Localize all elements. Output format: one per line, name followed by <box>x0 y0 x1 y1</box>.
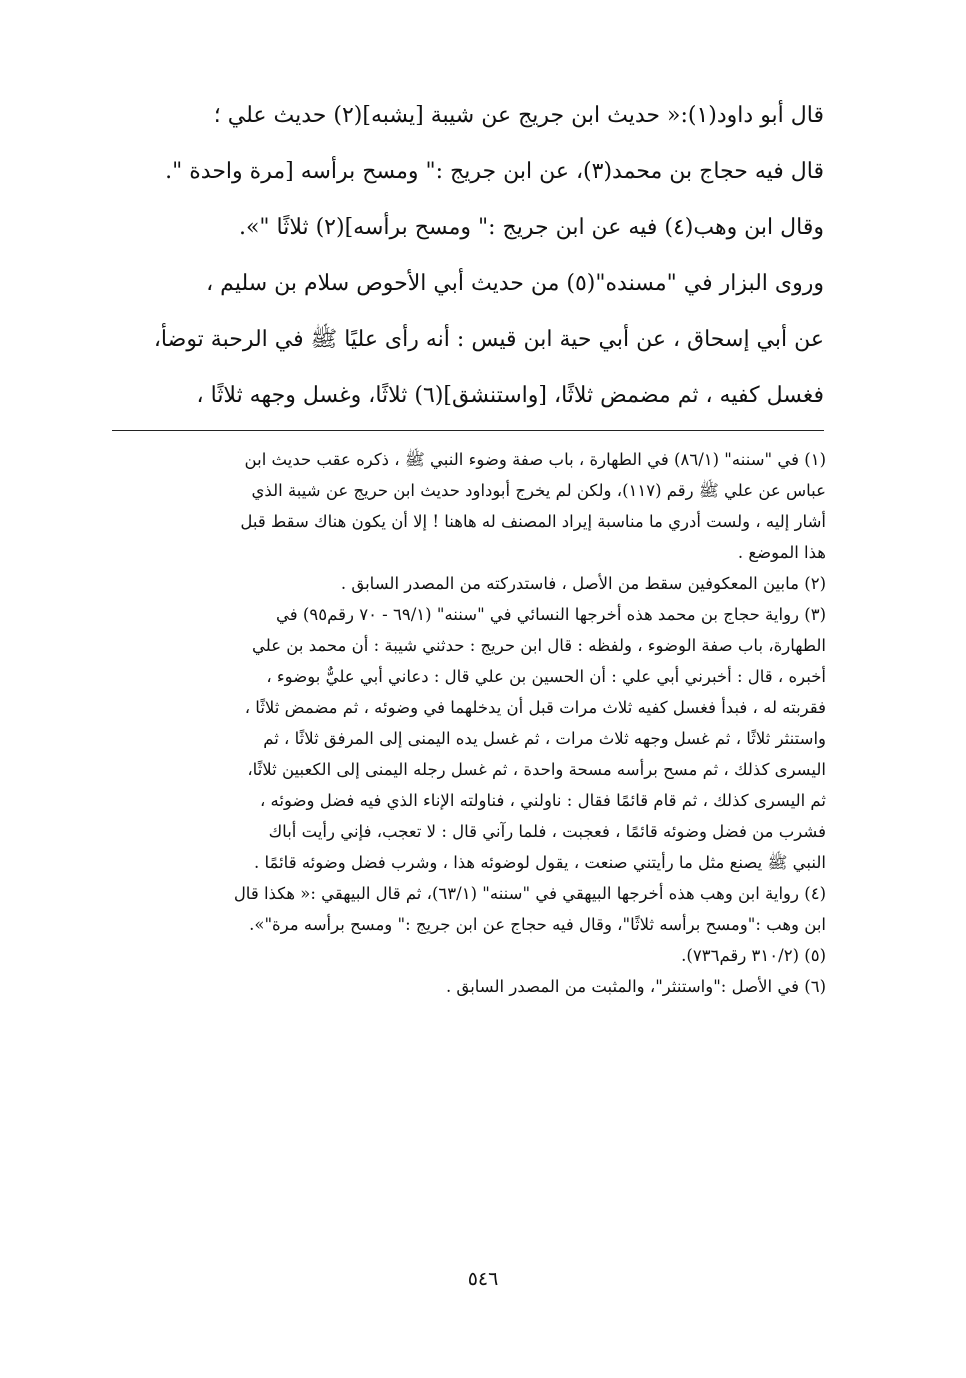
footnote-line: واستنثر ثلاثًا ، ثم غسل وجهه ثلاث مرات ، ثم غسل يده اليمنى إلى المرفق ثلاثًا ، ثم <box>263 729 826 748</box>
footnote-line: فشرب من فضل وضوئه قائمًا ، فعجبت ، فلما رآني قال : لا تعجب، فإني رأيت أباك <box>268 822 826 841</box>
footnote-line: (٢) مابين المعكوفين سقط من الأصل ، فاستدركته من المصدر السابق . <box>340 574 826 593</box>
footnote-line: فقربته له ، فبدأ فغسل كفيه ثلاث مرات قبل أن يدخلهما في وضوئه ، ثم مضمض ثلاثًا ، <box>244 698 826 717</box>
footnote-5 <box>116 940 826 971</box>
footnote-line: النبي ﷺ يصنع مثل ما رأيتني صنعت ، يقول لوضوئه هذا ، وشرب فضل وضوئه قائمًا . <box>254 853 826 872</box>
page-number: ٥٤٦ <box>467 1268 499 1290</box>
footnote-line: (٦) في الأصل :"واستنثر"، والمثبت من المصدر السابق . <box>445 977 826 996</box>
main-text-line: فغسل كفيه ، ثم مضمض ثلاثًا، [واستنشق](٦) ثلاثًا، وغسل وجهه ثلاثًا ، <box>196 383 824 408</box>
footnote-line: الطهارة، باب صفة الوضوء ، ولفظه : قال ابن حريج : حدثني شيبة : أن محمد بن علي <box>252 636 826 655</box>
footnote-line: (١) في "سننه" (٨٦/١) في الطهارة ، باب صفة وضوء النبي ﷺ ، ذكره عقب حديث ابن <box>244 450 826 469</box>
footnote-line: (٣) رواية حجاج بن محمد هذه أخرجها النسائي في "سننه" (٦٩/١ - ٧٠ رقم٩٥) في <box>276 605 826 624</box>
footnote-line: أخبره ، قال : أخبرني أبي علي : أن الحسين بن علي قال : دعاني أبي عليٌّ بوضوء ، <box>266 667 826 686</box>
footnote-line: (٥) (٣١٠/٢ رقم٧٣٦). <box>681 946 826 965</box>
footnote-line: أشار إليه ، ولست أدري ما مناسبة إيراد المصنف له هاهنا ! إلا أن يكون هناك سقط قبل <box>240 512 826 531</box>
main-text-line: عن أبي إسحاق ، عن أبي حية ابن قيس : أنه رأى عليًا ﷺ في الرحبة توضأ، <box>153 327 824 352</box>
footnote-2 <box>116 568 826 599</box>
footnote-6 <box>116 971 826 1002</box>
footnote-divider <box>112 430 824 431</box>
main-text-line: وروى البزار في "مسنده"(٥) من حديث أبي الأحوص سلام بن سليم ، <box>206 271 824 296</box>
footnote-line: هذا الموضع . <box>737 543 826 562</box>
footnote-line: ثم اليسرى كذلك ، ثم قام قائمًا فقال : ناولني ، فناولته الإناء الذي فيه فضل وضوئه ، <box>259 791 826 810</box>
footnote-line: اليسرى كذلك ، ثم مسح برأسه مسحة واحدة ، ثم غسل رجله اليمنى إلى الكعبين ثلاثًا، <box>247 760 826 779</box>
main-text <box>109 88 824 424</box>
footnote-line: عباس عن علي ﷺ رقم (١١٧)، ولكن لم يخرج أبوداود حديث ابن حريج عن شيبة الذي <box>251 481 826 500</box>
footnote-3 <box>116 599 826 878</box>
footnote-line: ابن وهب :"ومسح برأسه ثلاثًا"، وقال فيه حجاج عن ابن جريج :" ومسح برأسه مرة"». <box>249 915 826 934</box>
footnotes <box>116 444 826 1002</box>
footnote-line: (٤) رواية ابن وهب هذه أخرجها البيهقي في "سننه" (٦٣/١)، ثم قال البيهقي :« هكذا قال <box>233 884 826 903</box>
main-text-line: وقال ابن وهب(٤) فيه عن ابن جريج :" ومسح برأسه](٢) ثلاثًا "». <box>238 215 824 240</box>
footnote-1 <box>116 444 826 568</box>
main-text-line: قال فيه حجاج بن محمد(٣)، عن ابن جريج :" ومسح برأسه [مرة واحدة ". <box>165 159 824 184</box>
main-text-line: قال أبو داود(١):« حديث ابن جريج عن شيبة [يشبه](٢) حديث علي ؛ <box>213 103 824 128</box>
footnote-4 <box>116 878 826 940</box>
